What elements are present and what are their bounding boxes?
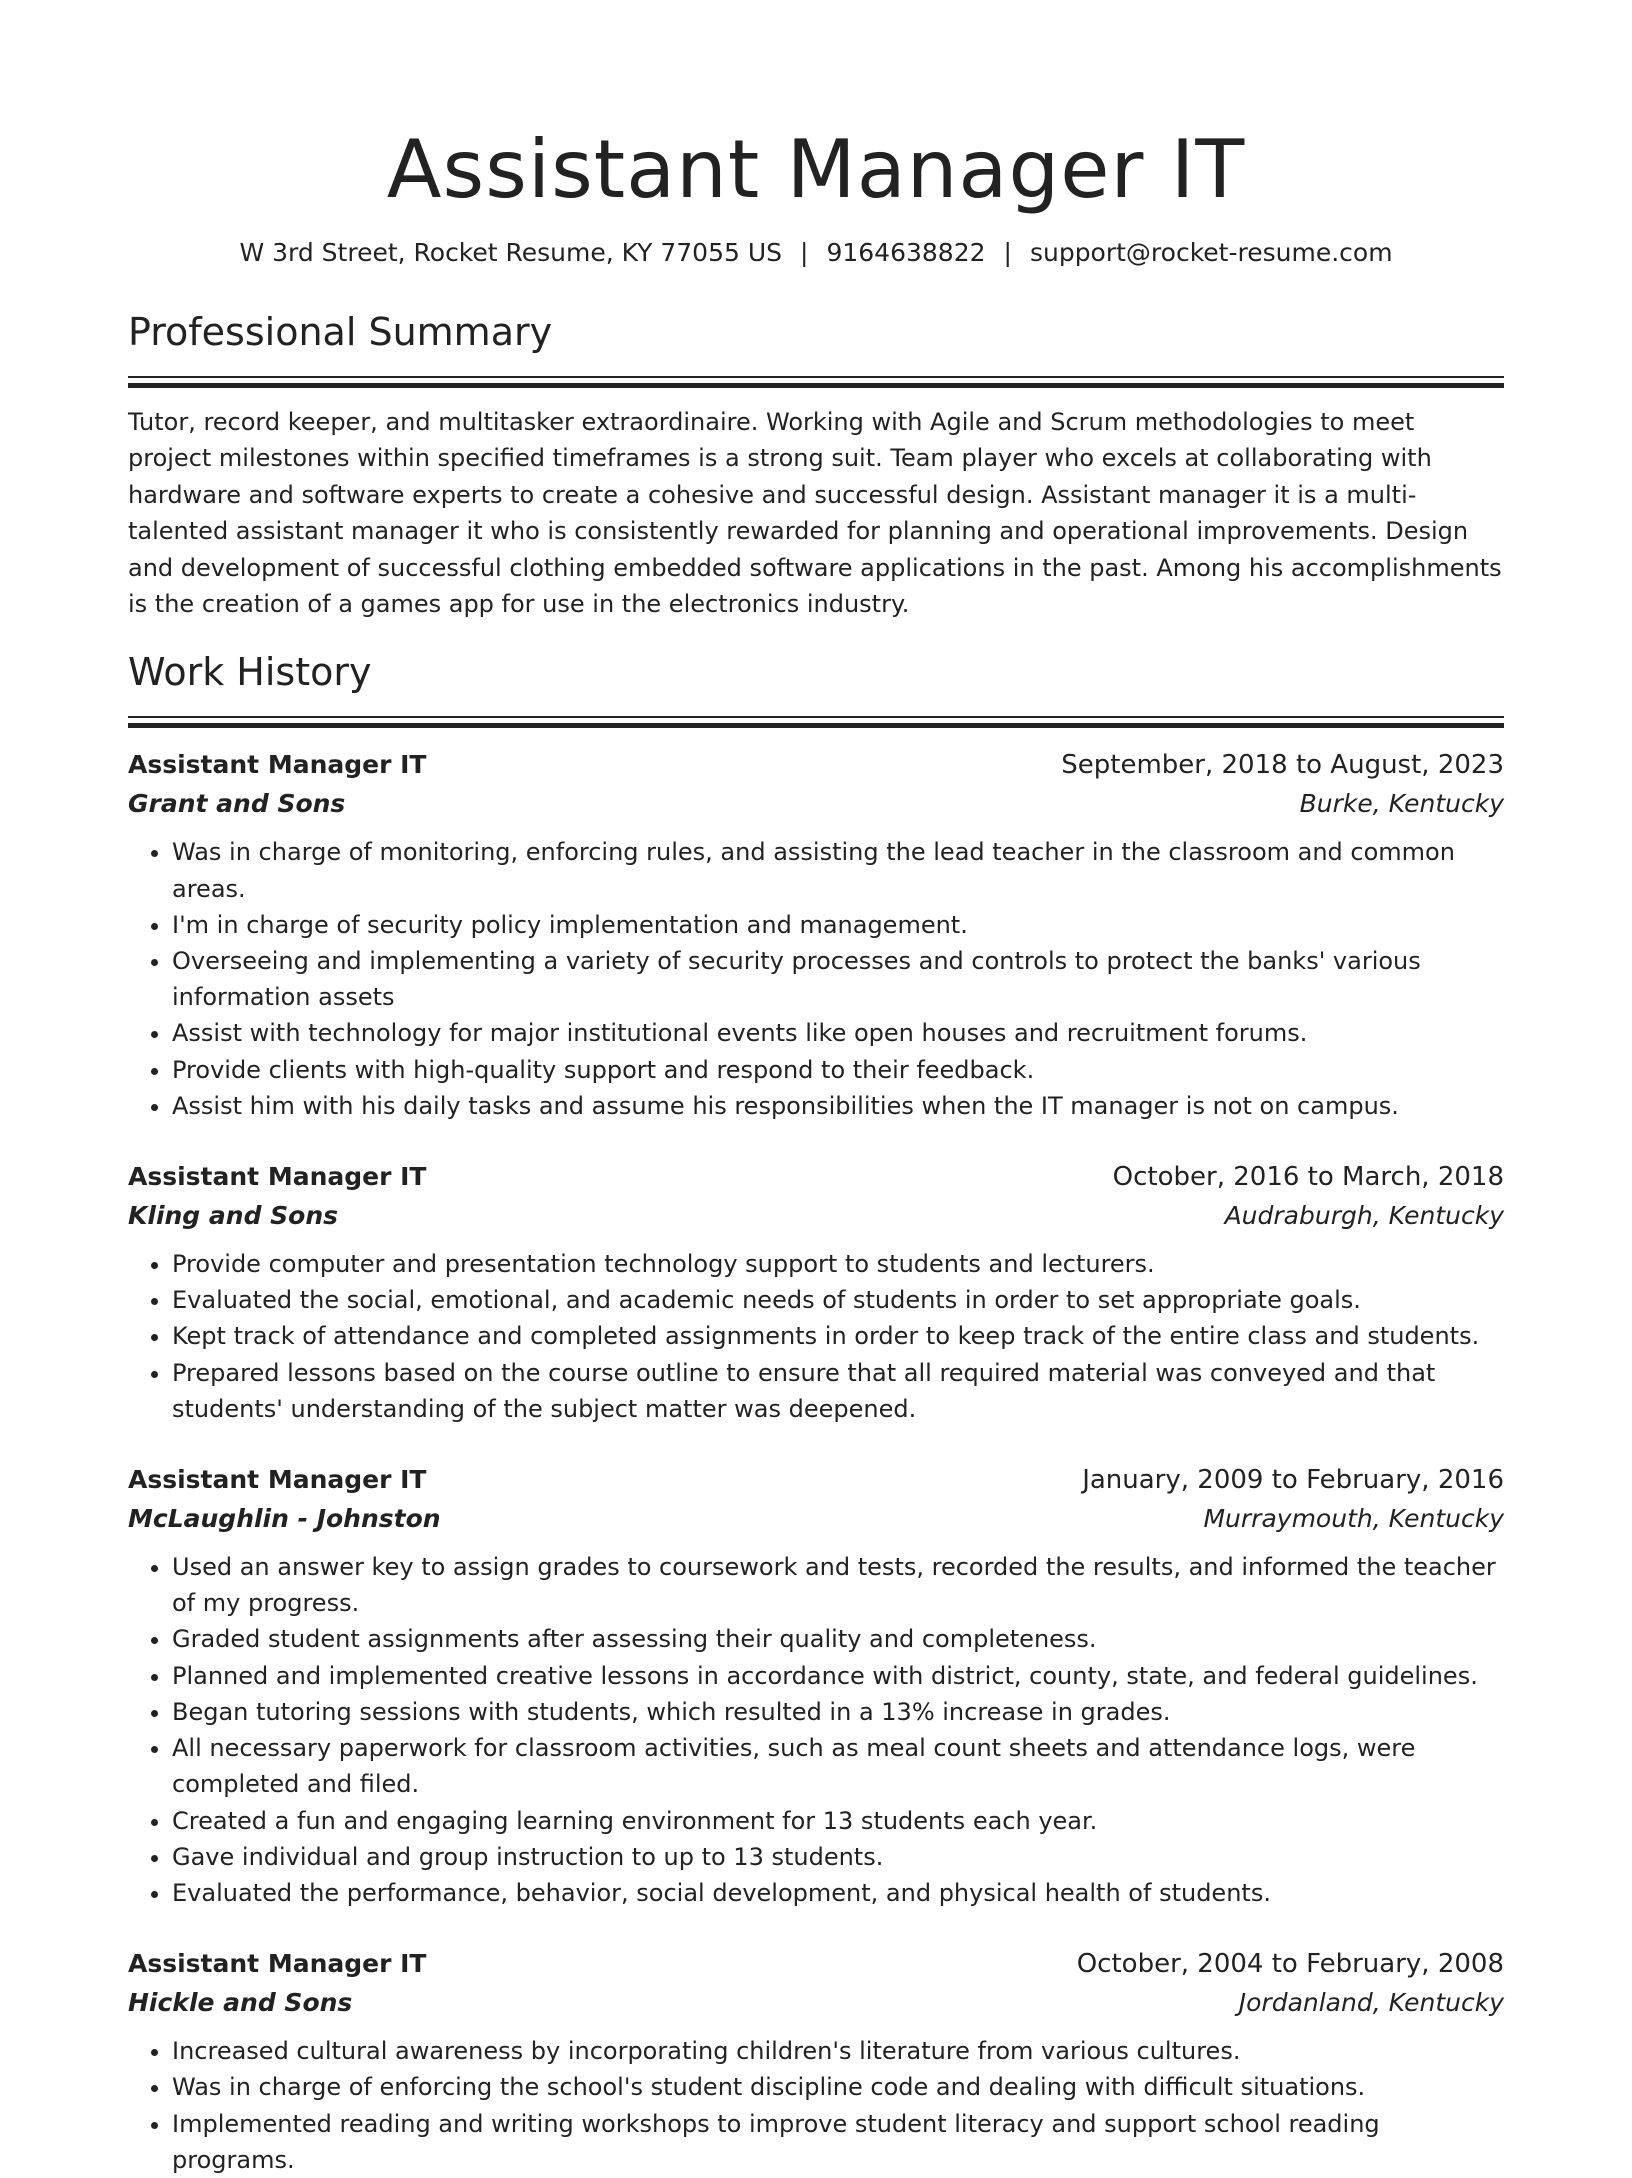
section-title-work-history: Work History xyxy=(128,650,372,695)
resume-page xyxy=(128,0,1504,2178)
job-company-row xyxy=(128,1983,1504,2023)
job-bullet: • Created a fun and engaging learning environment for 13 students each year. xyxy=(172,1803,1504,1839)
job-company-row xyxy=(128,1196,1504,1236)
job-company-row xyxy=(128,784,1504,824)
job-dates: October, 2016 to March, 2018 xyxy=(1112,1162,1504,1193)
job-entry xyxy=(128,1461,1504,1911)
work-history-section xyxy=(128,648,1504,2177)
job-bullet: • Assist with technology for major institutional events like open houses and recruitment forums. xyxy=(172,1015,1504,1051)
section-title-summary: Professional Summary xyxy=(128,310,553,354)
job-dates: January, 2009 to February, 2016 xyxy=(1082,1465,1504,1496)
job-bullet: • Began tutoring sessions with students, which resulted in a 13% increase in grades. xyxy=(172,1694,1504,1730)
job-bullet: • Provide clients with high-quality support and respond to their feedback. xyxy=(172,1052,1504,1088)
job-bullet: • Used an answer key to assign grades to coursework and tests, recorded the results, and informed the teacher of my progress. xyxy=(172,1549,1504,1621)
job-company: Grant and Sons xyxy=(128,789,346,819)
job-title: Assistant Manager IT xyxy=(128,750,427,780)
job-entry xyxy=(128,1158,1504,1427)
section-divider xyxy=(128,376,1504,388)
job-bullet: • Provide computer and presentation technology support to students and lecturers. xyxy=(172,1246,1504,1282)
job-bullet: • All necessary paperwork for classroom activities, such as meal count sheets and attendance logs, were completed and filed. xyxy=(172,1730,1504,1802)
summary-text: Tutor, record keeper, and multitasker extraordinaire. Working with Agile and Scrum methodologies to meet project milestones within specified timeframes is a strong suit. Team player who excels at collaborating with hardware and software experts to create a cohesive and successful design. Assistant manager it is a multi-talented assistant manager it who is consistently rewarded for planning and operational improvements. Design and development of successful clothing embedded software applications in the past. Among his accomplishments is the creation of a games app for use in the electronics industry. xyxy=(128,408,1502,619)
job-header-row xyxy=(128,1461,1504,1499)
job-company: Hickle and Sons xyxy=(128,1988,353,2018)
job-entry xyxy=(128,1945,1504,2178)
job-bullet: • Implemented reading and writing workshops to improve student literacy and support school reading programs. xyxy=(172,2106,1504,2178)
job-location: Burke, Kentucky xyxy=(1299,789,1504,819)
job-header-row xyxy=(128,746,1504,784)
job-bullet: • Prepared lessons based on the course outline to ensure that all required material was conveyed and that students' understanding of the subject matter was deepened. xyxy=(172,1355,1504,1427)
job-bullet: • Was in charge of monitoring, enforcing rules, and assisting the lead teacher in the classroom and common areas. xyxy=(172,834,1504,906)
job-header-row xyxy=(128,1158,1504,1196)
job-bullet: • Overseeing and implementing a variety of security processes and controls to protect the banks' various information assets xyxy=(172,943,1504,1015)
job-bullet: • Planned and implemented creative lessons in accordance with district, county, state, and federal guidelines. xyxy=(172,1658,1504,1694)
job-entry xyxy=(128,746,1504,1124)
job-bullets xyxy=(128,1246,1504,1427)
job-company-row xyxy=(128,1499,1504,1539)
job-company: McLaughlin - Johnston xyxy=(128,1504,441,1534)
job-bullet: • Evaluated the social, emotional, and academic needs of students in order to set appropriate goals. xyxy=(172,1282,1504,1318)
contact-email: support@rocket-resume.com xyxy=(1029,238,1393,267)
job-bullet: • Graded student assignments after assessing their quality and completeness. xyxy=(172,1621,1504,1657)
job-bullet: • Kept track of attendance and completed assignments in order to keep track of the entire class and students. xyxy=(172,1318,1504,1354)
job-bullet: • I'm in charge of security policy implementation and management. xyxy=(172,907,1504,943)
job-bullet: • Gave individual and group instruction to up to 13 students. xyxy=(172,1839,1504,1875)
contact-phone: 9164638822 xyxy=(826,238,986,267)
job-title: Assistant Manager IT xyxy=(128,1465,427,1495)
contact-address: W 3rd Street, Rocket Resume, KY 77055 US xyxy=(239,238,783,267)
job-title: Assistant Manager IT xyxy=(128,1162,427,1192)
job-title: Assistant Manager IT xyxy=(128,1949,427,1979)
contact-separator: | xyxy=(800,238,809,267)
job-bullet: • Evaluated the performance, behavior, social development, and physical health of students. xyxy=(172,1875,1504,1911)
job-bullets xyxy=(128,834,1504,1124)
section-divider xyxy=(128,716,1504,728)
job-location: Jordanland, Kentucky xyxy=(1238,1988,1504,2018)
resume-name: Assistant Manager IT xyxy=(386,123,1246,216)
job-bullets xyxy=(128,2033,1504,2178)
job-dates: October, 2004 to February, 2008 xyxy=(1076,1949,1504,1980)
job-dates: September, 2018 to August, 2023 xyxy=(1061,750,1504,781)
job-bullets xyxy=(128,1549,1504,1911)
job-bullet: • Assist him with his daily tasks and assume his responsibilities when the IT manager is not on campus. xyxy=(172,1088,1504,1124)
job-location: Murraymouth, Kentucky xyxy=(1203,1504,1504,1534)
job-bullet: • Increased cultural awareness by incorporating children's literature from various cultures. xyxy=(172,2033,1504,2069)
job-location: Audraburgh, Kentucky xyxy=(1224,1201,1504,1231)
professional-summary-section xyxy=(128,308,1504,622)
job-company: Kling and Sons xyxy=(128,1201,339,1231)
contact-separator: | xyxy=(1003,238,1012,267)
job-bullet: • Was in charge of enforcing the school's student discipline code and dealing with difficult situations. xyxy=(172,2069,1504,2105)
contact-line xyxy=(128,236,1504,270)
job-header-row xyxy=(128,1945,1504,1983)
